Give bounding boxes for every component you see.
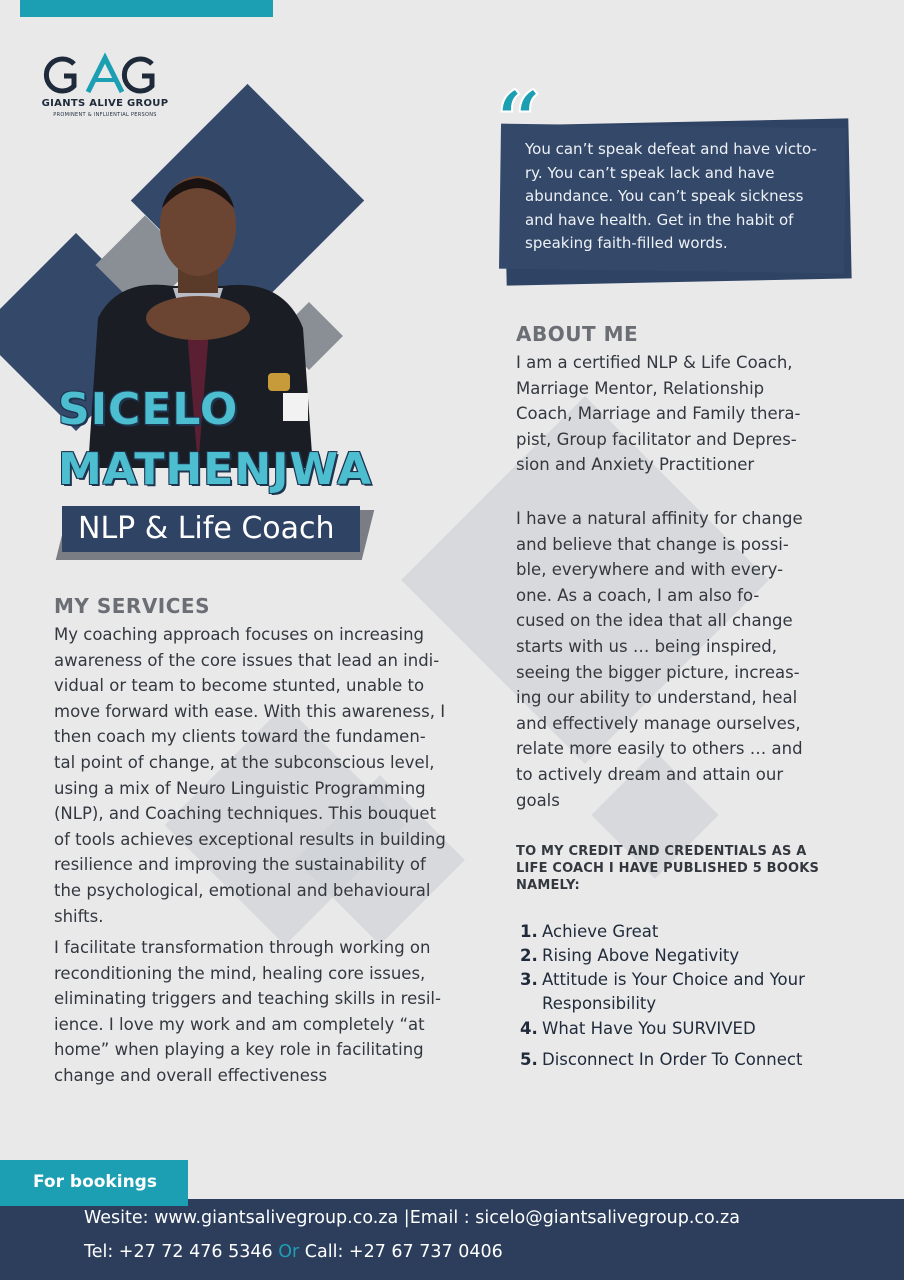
book-title: Disconnect In Order To Connect: [542, 1050, 803, 1069]
book-title: Attitude is Your Choice and Your Responsibility: [542, 970, 805, 1013]
tel-number[interactable]: Tel: +27 72 476 5346: [84, 1242, 273, 1262]
services-line: My coaching approach focuses on increasing: [54, 625, 425, 644]
about-line: and believe that change is possi-: [516, 534, 789, 554]
about-line: cused on the idea that all change: [516, 611, 793, 631]
about-line: relate more easily to others … and: [516, 739, 803, 759]
about-line: ing our ability to understand, heal: [516, 688, 798, 708]
about-line: I have a natural affinity for change: [516, 509, 803, 528]
services-line: change and overall effectiveness: [54, 1065, 328, 1085]
services-line: shifts.: [54, 906, 104, 926]
quote-line: abundance. You can’t speak sickness: [525, 187, 804, 205]
brand-name: GIANTS ALIVE GROUP: [41, 98, 169, 109]
about-line: one. As a coach, I am also fo-: [516, 585, 760, 605]
footer-phone-line: [84, 1242, 503, 1262]
book-number: 3.: [520, 970, 538, 989]
brand-tagline: PROMINENT & INFLUENTIAL PERSONS: [53, 112, 157, 118]
services-line: move forward with ease. With this awareness, I: [54, 701, 446, 721]
hero-first-name: SICELO: [58, 384, 239, 435]
quote-mark-icon: “: [496, 73, 543, 167]
services-line: vidual or team to become stunted, unable to: [54, 676, 425, 696]
book-title: What Have You SURVIVED: [542, 1019, 756, 1038]
quote-line: ry. You can’t speak lack and have: [525, 163, 775, 182]
hero-last-name: MATHENJWA: [58, 444, 373, 495]
about-line: I am a certified NLP & Life Coach,: [516, 353, 793, 372]
book-number: 1.: [520, 922, 538, 941]
services-line: awareness of the core issues that lead an indi-: [54, 650, 440, 670]
about-line: sion and Anxiety Practitioner: [516, 455, 755, 475]
services-line: the psychological, emotional and behavioural: [54, 880, 431, 900]
quote-line: speaking faith-filled words.: [525, 234, 728, 252]
top-accent-bar: [20, 0, 273, 17]
hero-title: NLP & Life Coach: [62, 506, 360, 552]
book-number: 2.: [520, 946, 538, 965]
about-line: to actively dream and attain our: [516, 764, 784, 784]
about-line: Coach, Marriage and Family thera-: [516, 404, 801, 424]
about-line: and effectively manage ourselves,: [516, 713, 801, 733]
book-item: [520, 1048, 850, 1072]
services-line: home” when playing a key role in facilitating: [54, 1040, 424, 1060]
books-heading: [516, 843, 856, 894]
about-paragraph-2: [516, 506, 866, 813]
logo-mark-icon: [40, 52, 170, 98]
services-paragraph-2: [54, 935, 464, 1089]
bookings-tab: For bookings: [0, 1160, 188, 1206]
books-heading-line: TO MY CREDIT AND CREDENTIALS AS A: [516, 844, 807, 859]
about-line: ble, everywhere and with every-: [516, 560, 784, 580]
about-line: Marriage Mentor, Relationship: [516, 378, 765, 398]
call-number[interactable]: Call: +27 67 737 0406: [304, 1242, 503, 1262]
email-link[interactable]: |Email : sicelo@giantsalivegroup.co.za: [398, 1208, 740, 1228]
services-line: reconditioning the mind, healing core issues,: [54, 963, 426, 983]
about-line: starts with us … being inspired,: [516, 636, 777, 656]
services-line: of tools achieves exceptional results in building: [54, 829, 446, 849]
services-heading: MY SERVICES: [54, 594, 210, 618]
about-paragraph-1: [516, 350, 866, 478]
quote-line: and have health. Get in the habit of: [525, 210, 794, 229]
quote-line: You can’t speak defeat and have victo-: [525, 140, 817, 158]
or-separator: Or: [278, 1242, 300, 1262]
book-number: 5.: [520, 1050, 538, 1069]
quote-text: [525, 138, 843, 256]
about-heading: ABOUT ME: [516, 322, 639, 346]
services-line: (NLP), and Coaching techniques. This bouquet: [54, 804, 437, 824]
about-line: seeing the bigger picture, increas-: [516, 662, 800, 682]
footer-contact-line: [84, 1208, 740, 1228]
book-item: [520, 944, 850, 968]
website-link[interactable]: Wesite: www.giantsalivegroup.co.za: [84, 1208, 399, 1228]
book-title: Achieve Great: [542, 922, 659, 941]
brand-logo: [40, 52, 170, 122]
books-heading-line: LIFE COACH I HAVE PUBLISHED 5 BOOKS: [516, 861, 820, 876]
books-heading-line: NAMELY:: [516, 878, 580, 893]
book-title: Rising Above Negativity: [542, 946, 740, 965]
about-line: goals: [516, 790, 560, 810]
book-item: [520, 968, 850, 1016]
services-line: ience. I love my work and am completely “at: [54, 1014, 425, 1034]
services-line: I facilitate transformation through working on: [54, 938, 431, 957]
services-line: using a mix of Neuro Linguistic Programming: [54, 778, 426, 798]
book-item: [520, 920, 850, 944]
book-item: [520, 1017, 850, 1041]
services-paragraph-1: [54, 622, 464, 929]
services-line: resilience and improving the sustainability of: [54, 855, 426, 875]
services-line: eliminating triggers and teaching skills in resil-: [54, 989, 441, 1009]
book-number: 4.: [520, 1019, 538, 1038]
services-line: tal point of change, at the subconscious level,: [54, 752, 435, 772]
services-line: then coach my clients toward the fundamen-: [54, 727, 426, 747]
about-line: pist, Group facilitator and Depres-: [516, 429, 797, 449]
